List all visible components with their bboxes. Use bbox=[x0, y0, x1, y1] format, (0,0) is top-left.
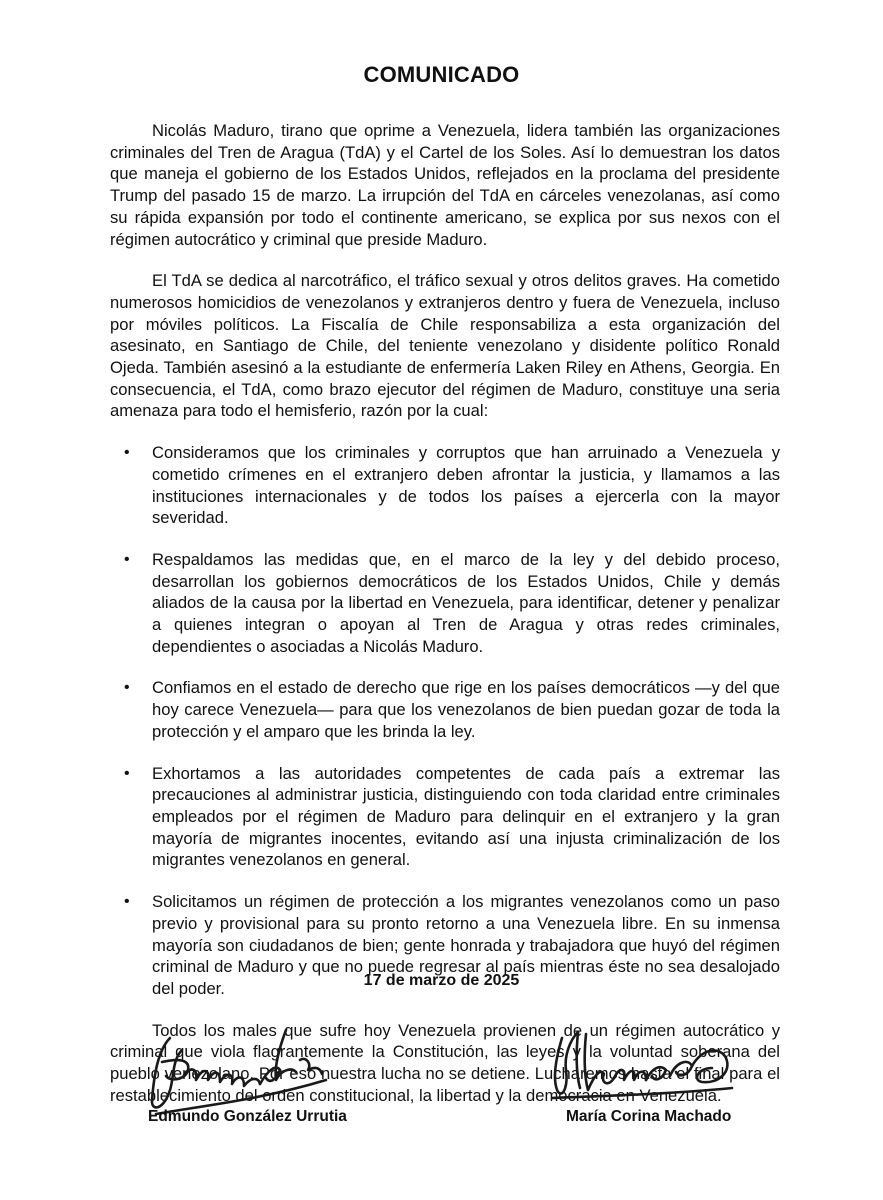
list-item bbox=[110, 442, 780, 529]
closing-paragraph: Todos los males que sufre hoy Venezuela provienen de un régimen autocrático y criminal que viola flagrantemente la Constitución, las leyes y la voluntad soberana del pueblo venezolano. Por eso nuestra lucha no se detiene. Lucharemos hasta el final para el restablecimiento del orden constitucional, la libertad y la democracia en Venezuela. bbox=[110, 1020, 780, 1105]
statements-list bbox=[110, 442, 780, 999]
list-item-text: Exhortamos a las autoridades competentes de cada país a extremar las precauciones al administrar justicia, distinguiendo con toda claridad entre criminales empleados por el régimen de Maduro para delinquir en el extranjero y la gran mayoría de migrantes inocentes, evitando así una injusta criminalización de los migrantes venezolanos en general. bbox=[152, 763, 780, 870]
bullet-icon: • bbox=[124, 764, 130, 782]
list-item-text: Respaldamos las medidas que, en el marco de la ley y del debido proceso, desarrollan los gobiernos democráticos de los Estados Unidos, Chile y demás aliados de la causa por la libertad en Venezuela, para identificar, detener y penalizar a quienes integran o apoyan al Tren de Aragua y otras redes criminales, dependientes o asociadas a Nicolás Maduro. bbox=[152, 549, 780, 656]
signature-machado bbox=[542, 1018, 742, 1104]
bullet-icon: • bbox=[124, 444, 130, 462]
list-item bbox=[110, 549, 780, 658]
list-item bbox=[110, 763, 780, 872]
list-item-text: Confiamos en el estado de derecho que rige en los países democráticos —y del que hoy carece Venezuela— para que los venezolanos de bien puedan gozar de toda la protección y el amparo que les brinda la ley. bbox=[152, 678, 780, 741]
list-item-text: Consideramos que los criminales y corruptos que han arruinado a Venezuela y cometido crímenes en el extranjero deben afrontar la justicia, y llamamos a las instituciones internacionales y de todos los países a ejercerla con la mayor severidad. bbox=[152, 443, 780, 528]
intro-paragraph: Nicolás Maduro, tirano que oprime a Venezuela, lidera también las organizaciones criminales del Tren de Aragua (TdA) y el Cartel de los Soles. Así lo demuestran los datos que maneja el gobierno de los Estados Unidos, reflejados en la proclama del presidente Trump del pasado 15 de marzo. La irrupción del TdA en cárceles venezolanas, así como su rápida expansión por todo el continente americano, se explica por sus nexos con el régimen autocrático y criminal que preside Maduro. bbox=[110, 121, 780, 249]
signer-name-gonzalez: Edmundo González Urrutia bbox=[148, 1108, 347, 1125]
document-title: COMUNICADO bbox=[363, 62, 520, 87]
list-item-text: Solicitamos un régimen de protección a los migrantes venezolanos como un paso previo y provisional para su pronto retorno a una Venezuela libre. En su inmensa mayoría son ciudadanos de bien; gente honrada y trabajadora que huyó del régimen criminal de Maduro y que no puede regresar al país mientras éste no sea desalojado del poder. bbox=[152, 892, 780, 998]
bullet-icon: • bbox=[124, 550, 130, 568]
list-item bbox=[110, 677, 780, 742]
signer-name-machado: María Corina Machado bbox=[566, 1108, 732, 1125]
document-date: 17 de marzo de 2025 bbox=[363, 972, 520, 989]
tda-paragraph: El TdA se dedica al narcotráfico, el tráfico sexual y otros delitos graves. Ha cometido numerosos homicidios de venezolanos y extranjeros dentro y fuera de Venezuela, incluso por móviles políticos. La Fiscalía de Chile responsabiliza a esta organización del asesinato, en Santiago de Chile, del teniente venezolano y disidente político Ronald Ojeda. También asesinó a la estudiante de enfermería Laken Riley en Athens, Georgia. En consecuencia, el TdA, como brazo ejecutor del régimen de Maduro, constituye una seria amenaza para todo el hemisferio, razón por la cual: bbox=[110, 271, 780, 421]
bullet-icon: • bbox=[124, 893, 130, 911]
bullet-icon: • bbox=[124, 679, 130, 697]
signature-gonzalez bbox=[140, 1020, 340, 1120]
